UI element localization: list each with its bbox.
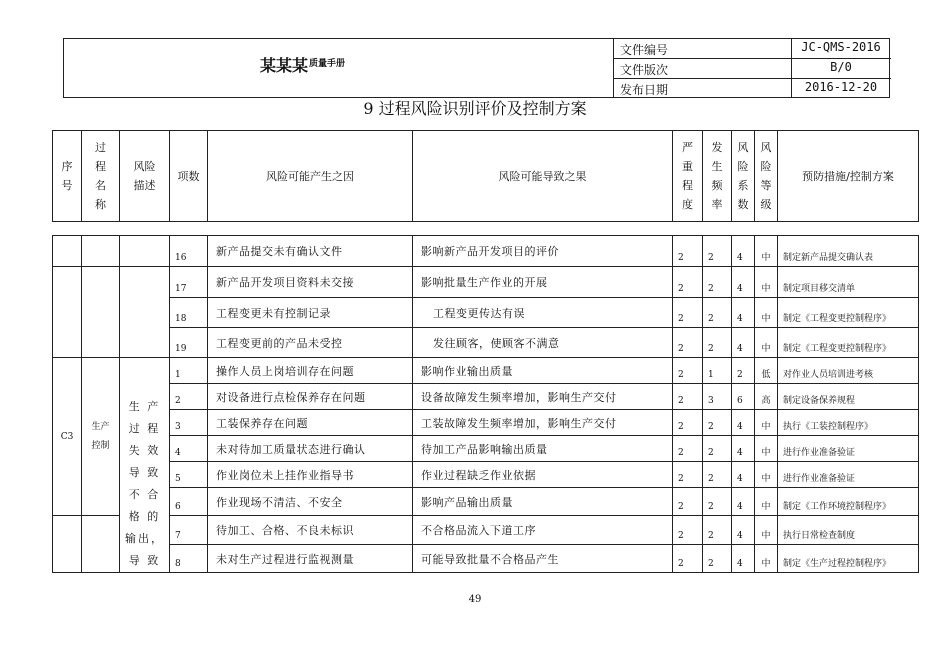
table-cell: 低 — [755, 358, 778, 384]
table-cell: 对作业人员培训进考核 — [778, 358, 919, 384]
table-cell: 制定设备保养规程 — [778, 384, 919, 410]
table-cell: 2 — [673, 410, 703, 436]
table-cell: 2 — [703, 516, 732, 545]
document-header — [63, 38, 890, 98]
table-cell: 19 — [170, 328, 208, 358]
table-cell: 不合格品流入下道工序 — [413, 516, 673, 545]
doc-no-value: JC-QMS-2016 — [801, 40, 881, 54]
table-cell: 进行作业准备验证 — [778, 462, 919, 488]
table-cell: 制定项目移交清单 — [778, 267, 919, 298]
table-cell: 执行《工装控制程序》 — [778, 410, 919, 436]
table-cell: 进行作业准备验证 — [778, 436, 919, 462]
table-cell: 4 — [732, 267, 755, 298]
table-cell — [120, 236, 170, 267]
table-cell: 4 — [732, 298, 755, 328]
table-cell — [53, 516, 82, 573]
table-cell: 中 — [755, 328, 778, 358]
risk-table — [52, 235, 919, 573]
table-cell: 对设备进行点检保养存在问题 — [208, 384, 413, 410]
col-seq: 序号 — [53, 131, 82, 222]
table-cell: 影响新产品开发项目的评价 — [413, 236, 673, 267]
table-cell: 4 — [732, 488, 755, 516]
table-row — [53, 267, 919, 298]
table-cell: 2 — [703, 545, 732, 573]
table-cell: 3 — [703, 384, 732, 410]
table-cell: 2 — [673, 358, 703, 384]
table-row — [53, 545, 919, 573]
table-cell: 17 — [170, 267, 208, 298]
table-cell: 制定新产品提交确认表 — [778, 236, 919, 267]
table-cell: 6 — [732, 384, 755, 410]
table-cell: 新产品提交未有确认文件 — [208, 236, 413, 267]
table-cell: 2 — [673, 462, 703, 488]
table-cell: 制定《工程变更控制程序》 — [778, 298, 919, 328]
table-row — [53, 436, 919, 462]
table-cell: 影响产品输出质量 — [413, 488, 673, 516]
table-row — [53, 488, 919, 516]
table-row — [53, 410, 919, 436]
table-cell: 6 — [170, 488, 208, 516]
table-cell: 中 — [755, 488, 778, 516]
table-cell: 制定《工程变更控制程序》 — [778, 328, 919, 358]
table-cell: 执行日常检查制度 — [778, 516, 919, 545]
table-cell: 4 — [732, 516, 755, 545]
table-row — [53, 516, 919, 545]
table-cell: 作业过程缺乏作业依据 — [413, 462, 673, 488]
table-cell: 3 — [170, 410, 208, 436]
table-row — [53, 298, 919, 328]
table-row — [53, 384, 919, 410]
table-cell: 5 — [170, 462, 208, 488]
table-cell: 1 — [703, 358, 732, 384]
manual-name: 质量手册 — [309, 59, 346, 69]
document-title: 9 过程风险识别评价及控制方案 — [363, 99, 587, 118]
table-cell: 2 — [703, 462, 732, 488]
table-cell: 2 — [673, 384, 703, 410]
table-row — [53, 328, 919, 358]
table-cell — [82, 516, 120, 573]
table-cell — [53, 267, 82, 358]
table-cell: 工装故障发生频率增加，影响生产交付 — [413, 410, 673, 436]
table-cell: 16 — [170, 236, 208, 267]
table-cell: 1 — [170, 358, 208, 384]
page-number: 49 — [468, 594, 482, 605]
process-code: C3 — [53, 358, 82, 516]
col-severity: 严重程度 — [673, 131, 703, 222]
table-cell: 2 — [673, 236, 703, 267]
table-cell: 4 — [732, 236, 755, 267]
table-cell: 2 — [673, 328, 703, 358]
version-label: 文件版次 — [620, 63, 669, 77]
table-cell: 2 — [673, 545, 703, 573]
table-cell: 中 — [755, 436, 778, 462]
table-cell: 高 — [755, 384, 778, 410]
table-cell: 2 — [703, 488, 732, 516]
table-cell: 2 — [703, 328, 732, 358]
table-cell: 2 — [673, 298, 703, 328]
table-cell: 操作人员上岗培训存在问题 — [208, 358, 413, 384]
table-cell: 4 — [170, 436, 208, 462]
version-value: B/0 — [830, 60, 852, 74]
col-risk-level: 风险等级 — [755, 131, 778, 222]
table-cell: 2 — [703, 236, 732, 267]
table-cell: 4 — [732, 436, 755, 462]
table-cell — [82, 236, 120, 267]
table-cell: 2 — [673, 516, 703, 545]
col-measure: 预防措施/控制方案 — [778, 131, 919, 222]
table-cell: 作业岗位未上挂作业指导书 — [208, 462, 413, 488]
table-cell: 工程变更传达有误 — [413, 298, 673, 328]
table-row — [53, 358, 919, 384]
table-cell: 可能导致批量不合格品产生 — [413, 545, 673, 573]
table-cell: 18 — [170, 298, 208, 328]
table-cell: 2 — [170, 384, 208, 410]
doc-no-label: 文件编号 — [620, 43, 669, 57]
table-cell: 中 — [755, 462, 778, 488]
col-occurrence: 发生频率 — [703, 131, 732, 222]
table-cell: 影响批量生产作业的开展 — [413, 267, 673, 298]
column-header-table — [52, 130, 919, 222]
company-name: 某某某$^{质量手册}$ — [260, 56, 346, 75]
date-label: 发布日期 — [620, 83, 669, 97]
date-value: 2016-12-20 — [804, 80, 878, 94]
table-cell — [120, 267, 170, 358]
table-cell: 2 — [703, 436, 732, 462]
table-cell: 2 — [703, 298, 732, 328]
table-cell: 中 — [755, 545, 778, 573]
table-cell: 中 — [755, 236, 778, 267]
table-cell: 未对生产过程进行监视测量 — [208, 545, 413, 573]
table-cell: 制定《工作环境控制程序》 — [778, 488, 919, 516]
table-cell: 作业现场不清洁、不安全 — [208, 488, 413, 516]
table-cell: 工装保养存在问题 — [208, 410, 413, 436]
table-cell: 设备故障发生频率增加，影响生产交付 — [413, 384, 673, 410]
table-cell: 2 — [703, 267, 732, 298]
col-item-no: 项数 — [170, 131, 208, 222]
table-cell: 中 — [755, 267, 778, 298]
table-cell: 制定《生产过程控制程序》 — [778, 545, 919, 573]
table-cell: 2 — [732, 358, 755, 384]
risk-description: 生 产 过 程 失 效 导 致 不 合 格 的 输出，导 致 — [120, 358, 170, 573]
table-cell: 工程变更未有控制记录 — [208, 298, 413, 328]
table-cell: 待加工产品影响输出质量 — [413, 436, 673, 462]
col-risk-desc: 风险描述 — [120, 131, 170, 222]
table-cell: 工程变更前的产品未受控 — [208, 328, 413, 358]
table-cell: 2 — [703, 410, 732, 436]
table-row — [53, 462, 919, 488]
table-cell: 中 — [755, 298, 778, 328]
table-cell: 发往顾客，使顾客不满意 — [413, 328, 673, 358]
table-row — [53, 236, 919, 267]
table-cell — [53, 236, 82, 267]
table-cell: 8 — [170, 545, 208, 573]
table-cell — [82, 267, 120, 358]
table-cell: 新产品开发项目资料未交接 — [208, 267, 413, 298]
table-cell: 7 — [170, 516, 208, 545]
table-cell: 未对待加工质量状态进行确认 — [208, 436, 413, 462]
table-cell: 2 — [673, 267, 703, 298]
col-risk-factor: 风险系数 — [732, 131, 755, 222]
table-cell: 2 — [673, 436, 703, 462]
table-cell: 4 — [732, 545, 755, 573]
process-name: 生产控制 — [82, 358, 120, 516]
col-cause: 风险可能产生之因 — [208, 131, 413, 222]
table-cell: 中 — [755, 410, 778, 436]
table-cell: 4 — [732, 410, 755, 436]
table-cell: 2 — [673, 488, 703, 516]
col-process: 过程名称 — [82, 131, 120, 222]
table-cell: 4 — [732, 462, 755, 488]
table-cell: 待加工、合格、不良未标识 — [208, 516, 413, 545]
table-cell: 4 — [732, 328, 755, 358]
table-cell: 影响作业输出质量 — [413, 358, 673, 384]
table-cell: 中 — [755, 516, 778, 545]
col-effect: 风险可能导致之果 — [413, 131, 673, 222]
